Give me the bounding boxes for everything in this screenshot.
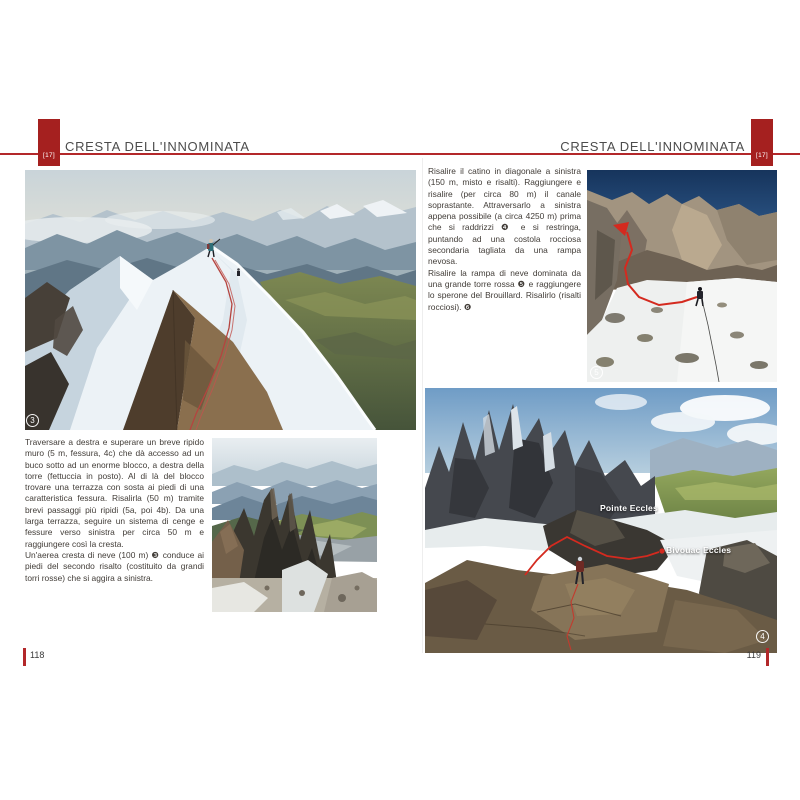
paragraph: Risalire il catino in diagonale a sinistra (150 m, misto e risalti). Raggiungere e risalire (per circa 80 m) il canale soprastante. Attraversarlo a sinistra appena possibile (a circa 4250 m) prima che si raddrizzi ❹ e si restringa, puntando ad una costola rocciosa secondaria tagliata da una rampa nevosa. [428, 166, 581, 267]
page-number-bar-right [766, 648, 769, 666]
label-pointe-eccles: Pointe Eccles [600, 503, 658, 513]
paragraph: Risalire la rampa di neve dominata da una grande torre rossa ❺ e raggiungere lo sperone del Brouillard. Risalirlo (risalti rocciosi). ❻ [428, 267, 581, 312]
route-number-text: [17] [755, 152, 769, 159]
page-title-right: CRESTA DELL'INNOMINATA [560, 139, 745, 154]
page-number-right: 119 [746, 650, 761, 660]
photo-couloir-route [587, 170, 777, 382]
photo-number-badge-5: 5 [590, 366, 603, 379]
photo-eccles-panorama [425, 388, 777, 653]
route-number-badge-right [751, 119, 773, 166]
paragraph: Un'aerea cresta di neve (100 m) ❸ conduce ai piedi del secondo risalto (costituito da grandi torri rosse) che si aggira a sinistra. [25, 549, 204, 583]
route-number-text: [17] [42, 152, 56, 159]
page-gutter [422, 158, 423, 653]
photo-snow-ridge-climber [25, 170, 416, 430]
page-number-bar-left [23, 648, 26, 666]
page-title-left: CRESTA DELL'INNOMINATA [65, 139, 250, 154]
photo-number-badge-4: 4 [756, 630, 769, 643]
photo-number-badge-3: 3 [26, 414, 39, 427]
route-number-badge-left [38, 119, 60, 166]
photo-valley-view [212, 438, 377, 612]
route-description-right [428, 166, 581, 313]
paragraph: Traversare a destra e superare un breve ripido muro (5 m, fessura, 4c) che dà accesso ad un buco sotto ad un enorme blocco, a destra della torre (fettuccia in posto). Al di là del blocco trovare una terrazza con sosta ai piedi di una caratteristica fessura. Risalirla (50 m) tramite brevi passaggi più ripidi (5a, poi 4b). Da una larga terrazza, seguire un sistema di cenge e fessure verso sinistra per circa 50 m e raggiungere così la cresta. [25, 437, 204, 549]
page-number-left: 118 [30, 650, 45, 660]
route-description-left [25, 437, 204, 584]
label-bivouac-eccles: Bivouac Eccles [666, 545, 732, 555]
